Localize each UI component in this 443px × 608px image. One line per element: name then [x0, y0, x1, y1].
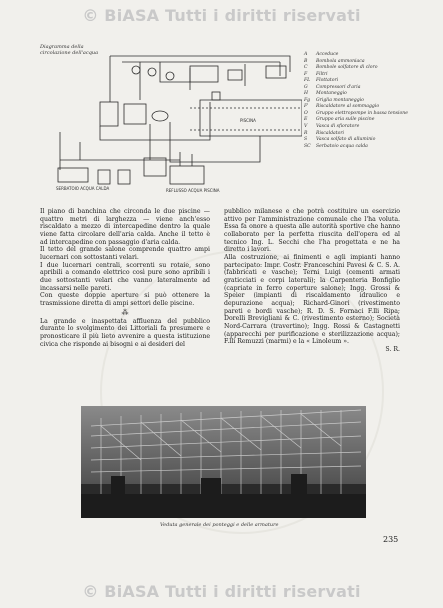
- legend-label: Bombola ammoniaca: [316, 58, 365, 64]
- legend-label: Montaneggio: [316, 91, 347, 97]
- legend-key: FL: [304, 78, 311, 84]
- legend-label: Riscaldatore al sommaggio: [316, 104, 380, 110]
- watermark-top: © BiASA Tutti i diritti riservati: [82, 6, 361, 25]
- reflux-label: REFLUSSO ACQUA PISCINA: [166, 188, 220, 193]
- legend-key: F: [304, 71, 308, 77]
- legend-key: Fg: [304, 97, 311, 103]
- legend-item: [304, 144, 424, 151]
- legend-key: A: [304, 52, 308, 57]
- tank-label: SERBATOIO ACQUA CALDA: [56, 186, 110, 191]
- legend-key: R: [304, 130, 308, 136]
- left-text-column: [40, 208, 210, 348]
- paragraph: La grande e inaspettata affluenza del pubblico durante lo svolgimento dei Littoriali fa presumere e pronosticare il più lieto avvenire a questa istituzione civica che risponde ai bisogni e ai desideri del: [40, 317, 210, 348]
- legend-key: O: [304, 110, 308, 116]
- paragraph: pubblico milanese e che potrà costituire un esercizio attivo per l'amministrazione comunale che l'ha voluta. Essa fa onore a questa alle autorità sportive che hanno collaborato per la perfetta riuscita dell'opera ed al tecnico Ing. L. Secchi che l'ha progettata e ne ha diretto i lavori.: [224, 208, 400, 254]
- legend-key: H: [304, 91, 309, 97]
- watermark-bottom: © BiASA Tutti i diritti riservati: [82, 582, 361, 601]
- legend-key: E: [304, 117, 308, 123]
- section-divider: ⁂: [121, 308, 129, 317]
- legend-label: Vasca solfato di alluminio: [316, 137, 376, 143]
- legend-key: V: [304, 124, 308, 130]
- author-signature: S. R.: [385, 345, 400, 353]
- legend-label: Gruppo elettropompe in bassa tensione: [316, 110, 408, 116]
- legend-key: B: [304, 58, 308, 64]
- legend-label: Filtri: [316, 71, 328, 77]
- scaffolding-image: [81, 406, 366, 518]
- construction-photo: [81, 406, 366, 518]
- page-number: 235: [383, 535, 399, 544]
- diagram-caption: Diagramma della circolazione dell'acqua: [40, 44, 99, 56]
- legend-label: Acceduce: [316, 52, 339, 57]
- right-text-column: [224, 208, 400, 353]
- legend-label: Gruppo aria sulle piscine: [316, 117, 375, 123]
- photo-caption: Veduta generale dei ponteggi e delle armature: [160, 522, 279, 528]
- legend-key: S: [304, 137, 308, 143]
- legend-label: Bombole solfatore di cloro: [316, 65, 378, 71]
- legend-key: G: [304, 84, 308, 90]
- paragraph: Il tetto del grande salone comprende quattro ampi lucernari con sottostanti velari.: [40, 246, 210, 261]
- paragraph: Con queste doppie aperture si può ottenere la trasmissione diretta di ampi settori delle piscine.: [40, 292, 210, 307]
- paragraph: I due lucernari centrali, scorrenti su rotaie, sono apribili a comando elettrico così pure sono apribili i due sottostanti velari che vanno lateralmente ad incassarsi nelle pareti.: [40, 261, 210, 292]
- paragraph: Alla costruzione, ai finimenti e agli impianti hanno partecipato: Impr. Costr. Franceschini Pavesi & C. S. A. (fabbricati e vasche); Terni Luigi (cementi armati graticciati e corpi laterali); la Carpenteria Bonfiglio (capriate in ferro coperture salone); Ingg. Grossi & Speier (impianti di riscaldamento idraulico e depurazione acqua); Richard-Ginori (rivestimento pareti e bordi vasche); R. D. S. Fornaci F.lli Ripa; Dorelli Brevigliani & C. (rivestimento esterno); Società Nord-Carrara (travertino); Ingg. Rossi & Castagnetti (apparecchi per purificazione e sterilizzazione acqua); F.lli Remuzzi (marmi) e la « Linoleum ».: [224, 253, 400, 346]
- legend-key: F': [304, 104, 309, 110]
- legend-label: Riscaldatori: [316, 130, 345, 136]
- water-circulation-diagram: [40, 42, 302, 200]
- pool-label: PISCINA: [240, 118, 256, 123]
- legend-key: C: [304, 65, 308, 71]
- legend-label: Vasca di sfioratore: [316, 124, 360, 130]
- paragraph: Il piano di banchina che circonda le due piscine — quattro metri di larghezza — viene anch'esso riscaldato a mezzo di intercapedine dentro la quale viene fatta circolare dell'aria calda. Anche il tetto è ad intercapedine con passaggio d'aria calda.: [40, 208, 210, 246]
- legend-label: Flottatori: [316, 78, 339, 84]
- legend-label: Compressori d'aria: [316, 84, 361, 90]
- legend-key: SC: [304, 143, 311, 149]
- legend-label: Griglia montaneggio: [316, 97, 364, 103]
- diagram-legend: [304, 52, 424, 150]
- legend-label: Serbatoio acqua calda: [316, 143, 368, 149]
